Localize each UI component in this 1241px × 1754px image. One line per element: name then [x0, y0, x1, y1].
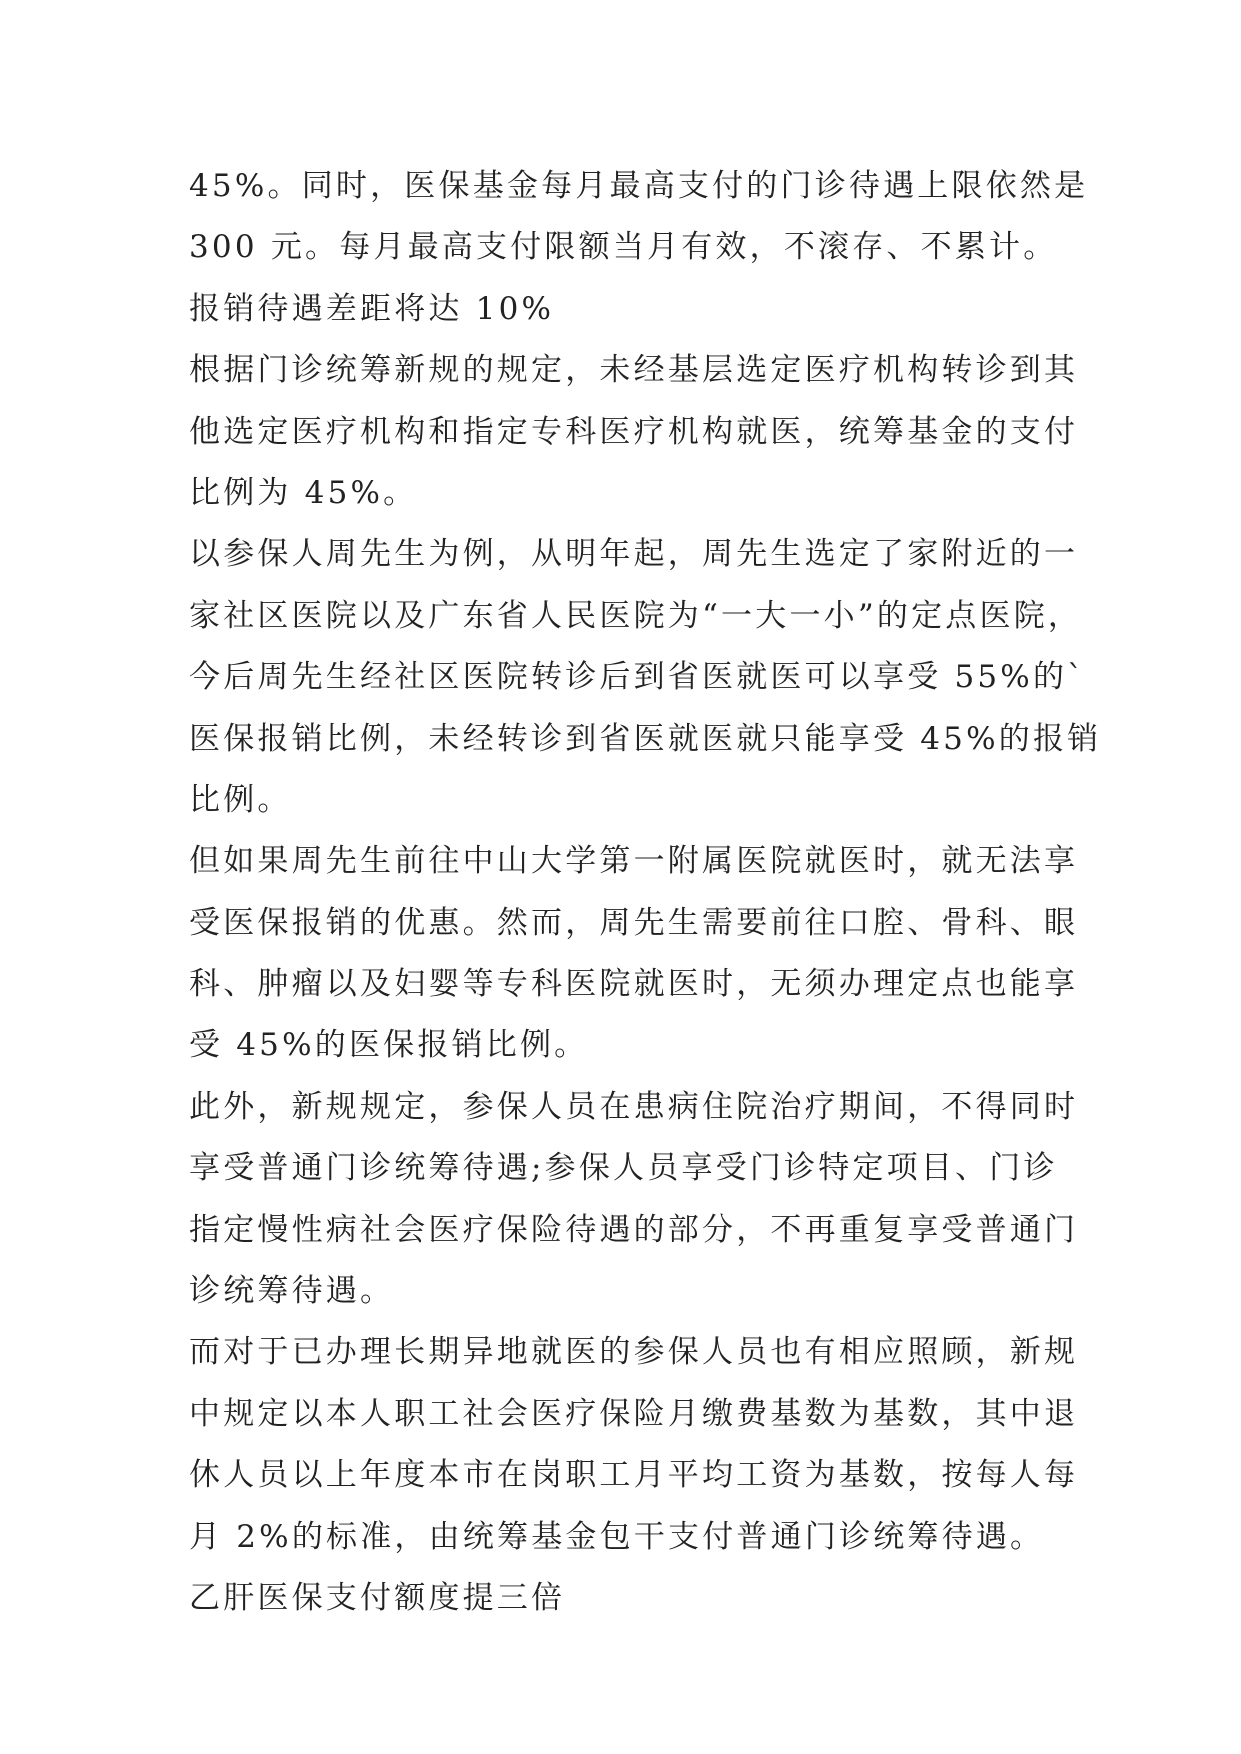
text-line: 今后周先生经社区医院转诊后到省医就医可以享受 55%的`	[189, 659, 1086, 696]
text-line: 此外，新规规定，参保人员在患病住院治疗期间，不得同时	[189, 1088, 1079, 1125]
text-line: 休人员以上年度本市在岗职工月平均工资为基数，按每人每	[189, 1457, 1079, 1494]
text-line: 比例。	[189, 781, 292, 818]
text-line: 享受普通门诊统筹待遇;参保人员享受门诊特定项目、门诊	[189, 1150, 1058, 1187]
text-line: 科、肿瘤以及妇婴等专科医院就医时，无须办理定点也能享	[189, 966, 1079, 1003]
text-line: 他选定医疗机构和指定专科医疗机构就医，统筹基金的支付	[189, 413, 1079, 450]
text-line: 45%。同时，医保基金每月最高支付的门诊待遇上限依然是	[189, 168, 1089, 204]
text-line: 家社区医院以及广东省人民医院为“一大一小”的定点医院，	[189, 597, 1083, 634]
text-line: 根据门诊统筹新规的规定，未经基层选定医疗机构转诊到其	[189, 352, 1079, 389]
section-heading: 乙肝医保支付额度提三倍	[189, 1579, 566, 1616]
section-heading: 报销待遇差距将达 10%	[189, 290, 555, 327]
text-line: 月 2%的标准，由统筹基金包干支付普通门诊统筹待遇。	[189, 1518, 1045, 1555]
document-body	[189, 156, 1102, 1629]
text-line: 受 45%的医保报销比例。	[189, 1027, 589, 1064]
text-line: 以参保人周先生为例，从明年起，周先生选定了家附近的一	[189, 536, 1079, 573]
text-line: 受医保报销的优惠。然而，周先生需要前往口腔、骨科、眼	[189, 904, 1079, 941]
text-line: 300 元。每月最高支付限额当月有效，不滚存、不累计。	[189, 229, 1058, 266]
text-line: 诊统筹待遇。	[189, 1273, 395, 1310]
text-line: 医保报销比例，未经转诊到省医就医就只能享受 45%的报销	[189, 720, 1102, 757]
text-line: 但如果周先生前往中山大学第一附属医院就医时，就无法享	[189, 843, 1079, 880]
text-line: 而对于已办理长期异地就医的参保人员也有相应照顾，新规	[189, 1334, 1079, 1371]
text-line: 比例为 45%。	[189, 474, 418, 511]
text-line: 中规定以本人职工社会医疗保险月缴费基数为基数，其中退	[189, 1395, 1079, 1432]
text-line: 指定慢性病社会医疗保险待遇的部分，不再重复享受普通门	[189, 1211, 1079, 1248]
